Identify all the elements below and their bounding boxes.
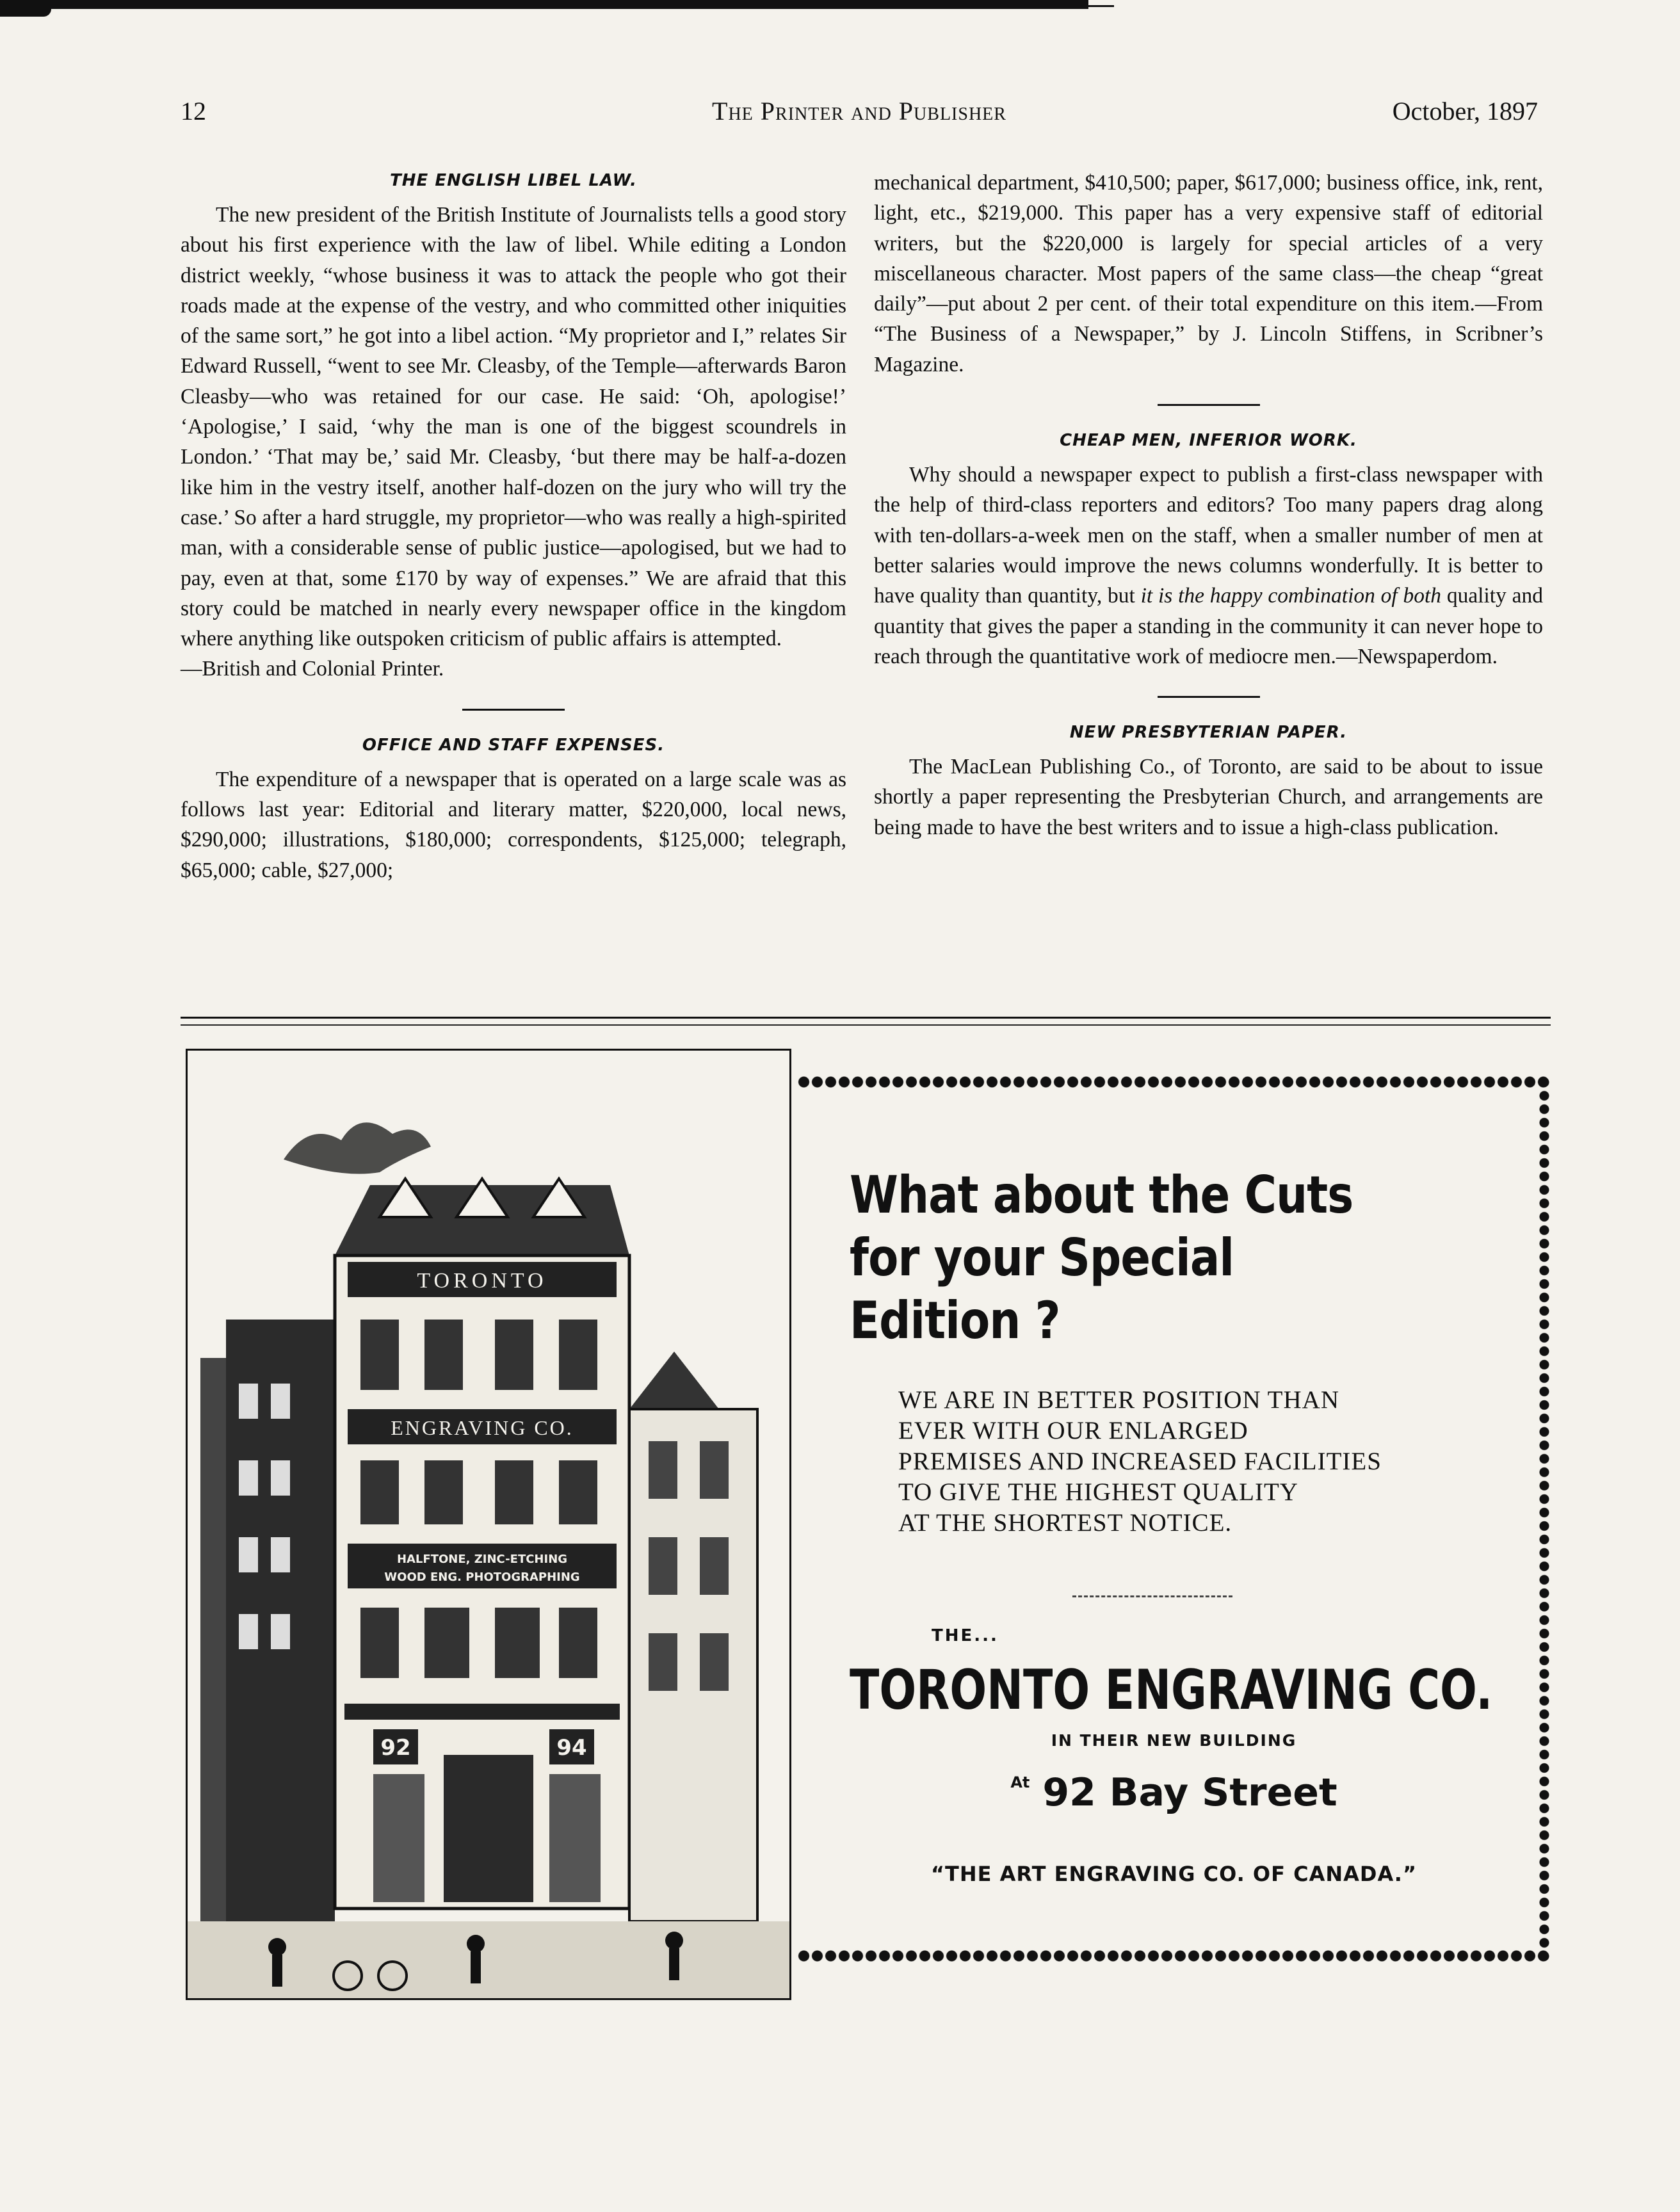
ad-the: THE... <box>932 1626 999 1645</box>
ad-body-line: PREMISES AND INCREASED FACILITIES <box>898 1448 1382 1475</box>
street-number-94: 94 <box>556 1735 587 1761</box>
ad-address <box>797 1770 1551 1815</box>
right-column <box>874 168 1543 843</box>
article-body-cheap-men-b: quality and quantity that gives the paper a standing in the community it can never hope to reach through the quantitative work of mediocre men.—Newspaperdom. <box>874 584 1543 668</box>
dotted-border-right <box>1538 1076 1551 1962</box>
page-number: 12 <box>181 97 206 125</box>
building-illustration <box>186 1049 791 2000</box>
ad-body-line: EVER WITH OUR ENLARGED <box>898 1417 1248 1444</box>
ad-body-line: AT THE SHORTEST NOTICE. <box>898 1509 1232 1537</box>
ad-tagline: “THE ART ENGRAVING CO. OF CANADA.” <box>931 1862 1417 1886</box>
publication-title: The Printer and Publisher <box>712 97 1006 125</box>
ad-divider <box>1072 1595 1232 1601</box>
article-body-expenses-2: mechanical department, $410,500; paper, $617,000; business office, ink, rent, light, etc., $219,000. This paper has a very expensive staff of editorial writers, but the $220,000 is largely for special articles of a very miscellaneous character. Most papers of the same class—the cheap “great daily”—put about 2 per cent. of their total expenditure on this item.—From “The Business of a Newspaper,” by J. Lincoln Stiffens, in Scribner’s Magazine. <box>874 171 1543 376</box>
article-body-presbyterian: The MacLean Publishing Co., of Toronto, are said to be about to issue shortly a paper representing the Presbyterian Church, and arrangements are being made to have the best writers and to issue a high-class publication. <box>874 755 1543 839</box>
issue-date: October, 1897 <box>1392 97 1538 125</box>
building-drawing <box>188 1051 789 1998</box>
divider <box>1158 404 1260 406</box>
sign-services-1: HALFTONE, ZINC-ETCHING <box>396 1553 568 1566</box>
article-body-expenses-1: The expenditure of a newspaper that is operated on a large scale was as follows last year: Editorial and literary matter, $220,000, local news, $290,000; illustrations, $180,000; correspondents, $125,000; telegraph, $65,000; cable, $27,000; <box>181 767 846 882</box>
sign-services-2: WOOD ENG. PHOTOGRAPHING <box>384 1570 580 1584</box>
article-source-libel: —British and Colonial Printer. <box>181 657 444 681</box>
top-rule <box>0 0 1088 9</box>
divider <box>462 709 565 711</box>
left-column <box>181 168 846 885</box>
article-body-cheap-men-emphasis: it is the happy combination of both <box>1140 584 1442 608</box>
ad-company-name: TORONTO ENGRAVING CO. <box>850 1658 1493 1722</box>
ad-body <box>898 1385 1474 1538</box>
ad-address-street: 92 Bay Street <box>1042 1770 1337 1815</box>
street-number-92: 92 <box>380 1735 411 1761</box>
article-title-presbyterian: NEW PRESBYTERIAN PAPER. <box>1069 723 1348 743</box>
article-body-cheap-men <box>874 460 1543 672</box>
divider <box>1158 696 1260 698</box>
ad-body-line: TO GIVE THE HIGHEST QUALITY <box>898 1478 1298 1506</box>
running-head <box>181 96 1538 134</box>
advertisement-rule <box>181 1017 1551 1019</box>
ad-subline: IN THEIR NEW BUILDING <box>1051 1731 1297 1750</box>
article-title-expenses: OFFICE AND STAFF EXPENSES. <box>362 735 665 755</box>
article-body-libel: The new president of the British Institute of Journalists tells a good story about his first experience with the law of libel. While editing a London district weekly, “whose business it was to attack the people who got their roads made at the expense of the vestry, and who committed other iniquities of the same sort,” he got into a libel action. “My proprietor and I,” relates Sir Edward Russell, “went to see Mr. Cleasby, of the Temple—afterwards Baron Cleasby—who was retained for our case. He said: ‘Oh, apologise!’ ‘Apologise,’ I said, ‘why the man is one of the biggest scoundrels in London.’ ‘That may be,’ said Mr. Cleasby, ‘but there may be half-a-dozen like him in the vestry itself, another half-dozen on the jury who will try the case.’ So after a hard struggle, my proprietor—who was really a high-spirited man, with a considerable sense of public justice—apologised, but we had to pay, even at that, some £170 by way of expenses.” We are afraid that this story could be matched in nearly every newspaper office in the kingdom where anything like outspoken criticism of public affairs is attempted. <box>181 203 846 651</box>
article-body-cheap-men-a: Why should a newspaper expect to publish a first-class newspaper with the help of third-class reporters and editors? Too many papers drag along with ten-dollars-a-week men on the staff, when a smaller number of men at better salaries would improve the news columns wonderfully. It is better to have quality than quantity, but <box>874 463 1543 608</box>
ad-address-at: At <box>1010 1773 1030 1791</box>
dotted-border-bottom <box>797 1950 1551 1962</box>
sign-engraving: ENGRAVING CO. <box>391 1416 574 1439</box>
sign-toronto: TORONTO <box>417 1269 547 1293</box>
dotted-border-top <box>797 1076 1551 1088</box>
advertisement-rule <box>181 1024 1551 1026</box>
advertisement-box <box>797 1076 1551 1962</box>
ad-headline: What about the Cuts for your Special Edition ? <box>850 1165 1353 1350</box>
article-title-libel: THE ENGLISH LIBEL LAW. <box>390 171 637 190</box>
ad-body-line: WE ARE IN BETTER POSITION THAN <box>898 1386 1339 1414</box>
article-title-cheap-men: CHEAP MEN, INFERIOR WORK. <box>1060 431 1357 451</box>
